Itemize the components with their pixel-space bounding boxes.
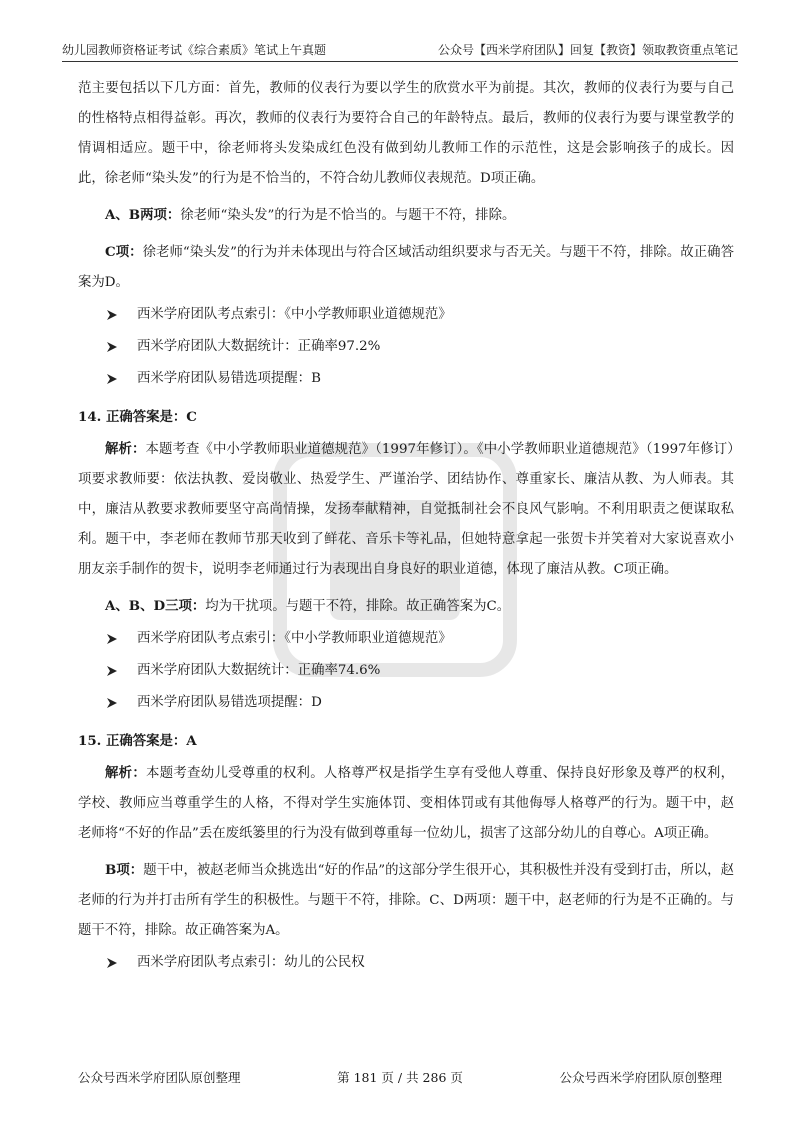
option-ab-paragraph xyxy=(78,200,734,231)
question-15-analysis xyxy=(78,758,734,849)
bullet-item xyxy=(78,364,734,394)
bullet-item xyxy=(78,332,734,362)
question-15-title: 15. 正确答案是：A xyxy=(78,733,197,749)
option-c-text: 徐老师“染头发”的行为并未体现出与符合区域活动组织要求与否无关。与题干不符，排除。故正确答案为D。 xyxy=(78,245,734,290)
arrow-bullet-icon xyxy=(105,632,119,646)
option-abd-label: A、B、D三项： xyxy=(105,598,206,614)
bullet-text: 西米学府团队大数据统计：正确率74.6% xyxy=(137,663,381,678)
bullet-text: 西米学府团队考点索引：幼儿的公民权 xyxy=(137,955,365,970)
analysis-text: 本题考查幼儿受尊重的权利。人格尊严权是指学生享有受他人尊重、保持良好形象及尊严的权利，学校、教师应当尊重学生的人格，不得对学生实施体罚、变相体罚或有其他侮辱人格尊严的行为。题干中，赵老师将“不好的作品”丢在废纸篓里的行为没有做到尊重每一位幼儿，损害了这部分幼儿的自尊心。A项正确。 xyxy=(78,766,735,841)
analysis-label: 解析： xyxy=(105,441,146,457)
bullet-text: 西米学府团队考点索引：《中小学教师职业道德规范》 xyxy=(137,307,452,322)
bullet-text: 西米学府团队易错选项提醒：B xyxy=(137,371,321,386)
option-ab-label: A、B两项： xyxy=(105,207,181,223)
page-footer xyxy=(78,1068,722,1086)
document-body xyxy=(78,74,734,978)
page-number: 第 181 页 / 共 286 页 xyxy=(337,1070,463,1085)
option-c-label: C项： xyxy=(105,244,143,260)
option-abd-text: 均为干扰项。与题干不符，排除。故正确答案为C。 xyxy=(205,599,511,614)
option-b-label: B项： xyxy=(105,862,144,878)
paragraph-continued: 范主要包括以下几方面：首先，教师的仪表行为要以学生的欣赏水平为前提。其次，教师的仪表行为要与自己的性格特点相得益彰。再次，教师的仪表行为要符合自己的年龄特点。最后，教师的仪表行为要与课堂教学的情调相适应。题干中，徐老师将头发染成红色没有做到幼儿教师工作的示范性，这是会影响孩子的成长。因此，徐老师“染头发”的行为是不恰当的，不符合幼儿教师仪表规范。D项正确。 xyxy=(78,81,734,186)
bullet-item xyxy=(78,688,734,718)
bullet-text: 西米学府团队大数据统计：正确率97.2% xyxy=(137,339,381,354)
arrow-bullet-icon xyxy=(105,340,119,354)
option-b-paragraph xyxy=(78,855,734,946)
arrow-bullet-icon xyxy=(105,956,119,970)
page-header xyxy=(62,34,738,62)
option-ab-text: 徐老师“染头发”的行为是不恰当的。与题干不符，排除。 xyxy=(180,208,516,223)
footer-right: 公众号西米学府团队原创整理 xyxy=(559,1070,722,1085)
option-b-text: 题干中，被赵老师当众挑选出“好的作品”的这部分学生很开心，其积极性并没有受到打击，所以，赵老师的行为并打击所有学生的积极性。与题干不符，排除。C、D两项：题干中，赵老师的行为是不正确的。与题干不符，排除。故正确答案为A。 xyxy=(78,863,734,938)
header-right: 公众号【西米学府团队】回复【教资】领取教资重点笔记 xyxy=(437,43,738,57)
question-14-analysis xyxy=(78,434,734,585)
option-c-paragraph xyxy=(78,237,734,298)
bullet-item xyxy=(78,948,734,978)
question-14-title: 14. 正确答案是：C xyxy=(78,409,197,425)
bullet-item xyxy=(78,656,734,686)
option-abd-paragraph xyxy=(78,591,734,622)
arrow-bullet-icon xyxy=(105,696,119,710)
arrow-bullet-icon xyxy=(105,372,119,386)
analysis-label: 解析： xyxy=(105,765,147,781)
bullet-text: 西米学府团队考点索引：《中小学教师职业道德规范》 xyxy=(137,631,452,646)
bullet-item xyxy=(78,300,734,330)
bullet-text: 西米学府团队易错选项提醒：D xyxy=(137,695,322,710)
analysis-text: 本题考查《中小学教师职业道德规范》（1997年修订）。《中小学教师职业道德规范》（1997年修订）项要求教师要：依法执教、爱岗敬业、热爱学生、严谨治学、团结协作、尊重家长、廉洁从教、为人师表。其中，廉洁从教要求教师要坚守高尚情操，发扬奉献精神，自觉抵制社会不良风气影响。不利用职责之便谋取私利。题干中，李老师在教师节那天收到了鲜花、音乐卡等礼品，但她特意拿起一张贺卡并笑着对大家说喜欢小朋友亲手制作的贺卡，说明李老师通过行为表现出自身良好的职业道德，体现了廉洁从教。C项正确。 xyxy=(78,442,734,577)
arrow-bullet-icon xyxy=(105,664,119,678)
bullet-item xyxy=(78,624,734,654)
footer-left: 公众号西米学府团队原创整理 xyxy=(78,1070,241,1085)
arrow-bullet-icon xyxy=(105,308,119,322)
header-left: 幼儿园教师资格证考试《综合素质》笔试上午真题 xyxy=(62,43,327,57)
